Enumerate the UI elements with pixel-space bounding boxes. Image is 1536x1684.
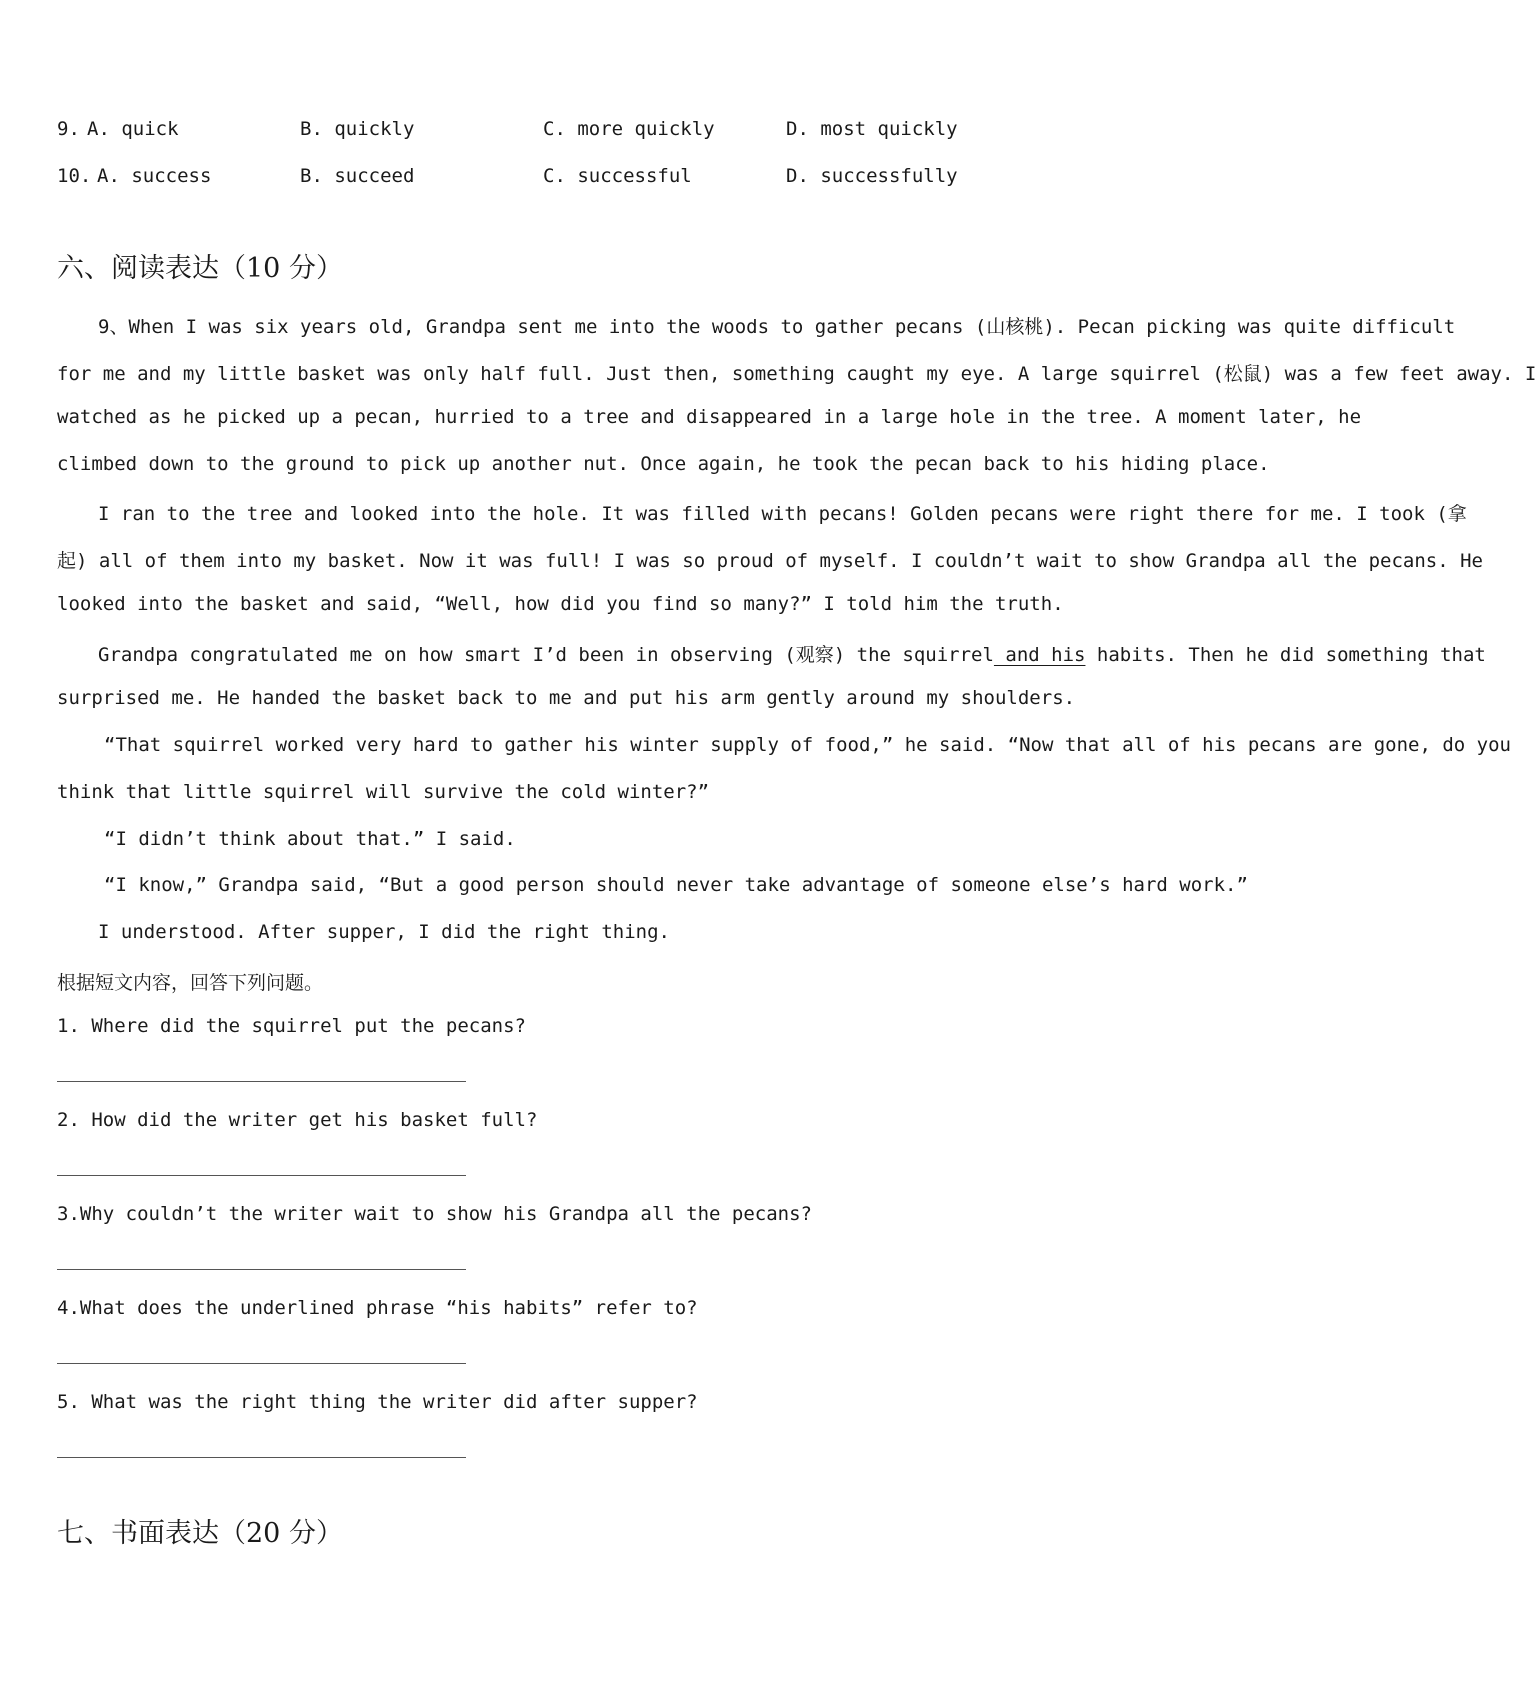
- answer-line-1[interactable]: [57, 1081, 466, 1082]
- answer-line-5[interactable]: [57, 1457, 466, 1458]
- answer-line-4[interactable]: [57, 1363, 466, 1364]
- instruction-text: 根据短文内容，回答下列问题。: [57, 972, 324, 994]
- passage-text: habits. Then he did something that: [1085, 644, 1486, 666]
- option-c: C. successful: [543, 165, 692, 187]
- passage-line: “I know,” Grandpa said, “But a good person should never take advantage of someone else’s hard work.”: [104, 874, 1248, 896]
- question-1: 1. Where did the squirrel put the pecans?: [57, 1015, 526, 1037]
- question-3: 3.Why couldn’t the writer wait to show his Grandpa all the pecans?: [57, 1203, 812, 1225]
- passage-line: surprised me. He handed the basket back to me and put his arm gently around my shoulders.: [57, 687, 1076, 709]
- passage-line: climbed down to the ground to pick up another nut. Once again, he took the pecan back to his hiding place.: [57, 453, 1270, 475]
- option-b: B. succeed: [300, 165, 415, 187]
- passage-line: 起) all of them into my basket. Now it was full! I was so proud of myself. I couldn’t wait to show Grandpa all the pecans. He: [57, 550, 1483, 572]
- option-a: A. quick: [87, 118, 179, 140]
- passage-text: Grandpa congratulated me on how smart I’d been in observing (观察) the squirrel: [98, 644, 994, 666]
- passage-line: 9、When I was six years old, Grandpa sent me into the woods to gather pecans (山核桃). Pecan picking was quite difficult: [98, 316, 1456, 338]
- passage-line: looked into the basket and said, “Well, how did you find so many?” I told him the truth.: [57, 593, 1064, 615]
- passage-line: watched as he picked up a pecan, hurried to a tree and disappeared in a large hole in the tree. A moment later, he: [57, 406, 1362, 428]
- passage-line: I understood. After supper, I did the right thing.: [98, 921, 670, 943]
- option-a: A. success: [97, 165, 212, 187]
- answer-line-2[interactable]: [57, 1175, 466, 1176]
- passage-line: think that little squirrel will survive the cold winter?”: [57, 781, 710, 803]
- passage-line: “That squirrel worked very hard to gather his winter supply of food,” he said. “Now that all of his pecans are gone, do you: [104, 734, 1511, 756]
- underlined-phrase: and his: [993, 644, 1086, 666]
- question-number: 9.: [57, 118, 80, 140]
- option-d: D. successfully: [786, 165, 958, 187]
- section-six-title: 六、阅读表达（10 分）: [57, 253, 343, 284]
- option-c: C. more quickly: [543, 118, 715, 140]
- question-4: 4.What does the underlined phrase “his habits” refer to?: [57, 1297, 698, 1319]
- passage-line: for me and my little basket was only half full. Just then, something caught my eye. A large squirrel (松鼠) was a few feet away. I: [57, 363, 1536, 385]
- question-number: 10.: [57, 165, 92, 187]
- answer-line-3[interactable]: [57, 1269, 466, 1270]
- passage-line: [98, 640, 1486, 667]
- option-b: B. quickly: [300, 118, 415, 140]
- passage-line: I ran to the tree and looked into the hole. It was filled with pecans! Golden pecans were right there for me. I took (拿: [98, 503, 1467, 525]
- question-2: 2. How did the writer get his basket full?: [57, 1109, 538, 1131]
- passage-line: “I didn’t think about that.” I said.: [104, 828, 516, 850]
- question-5: 5. What was the right thing the writer did after supper?: [57, 1391, 698, 1413]
- option-d: D. most quickly: [786, 118, 958, 140]
- section-seven-title: 七、书面表达（20 分）: [57, 1518, 343, 1549]
